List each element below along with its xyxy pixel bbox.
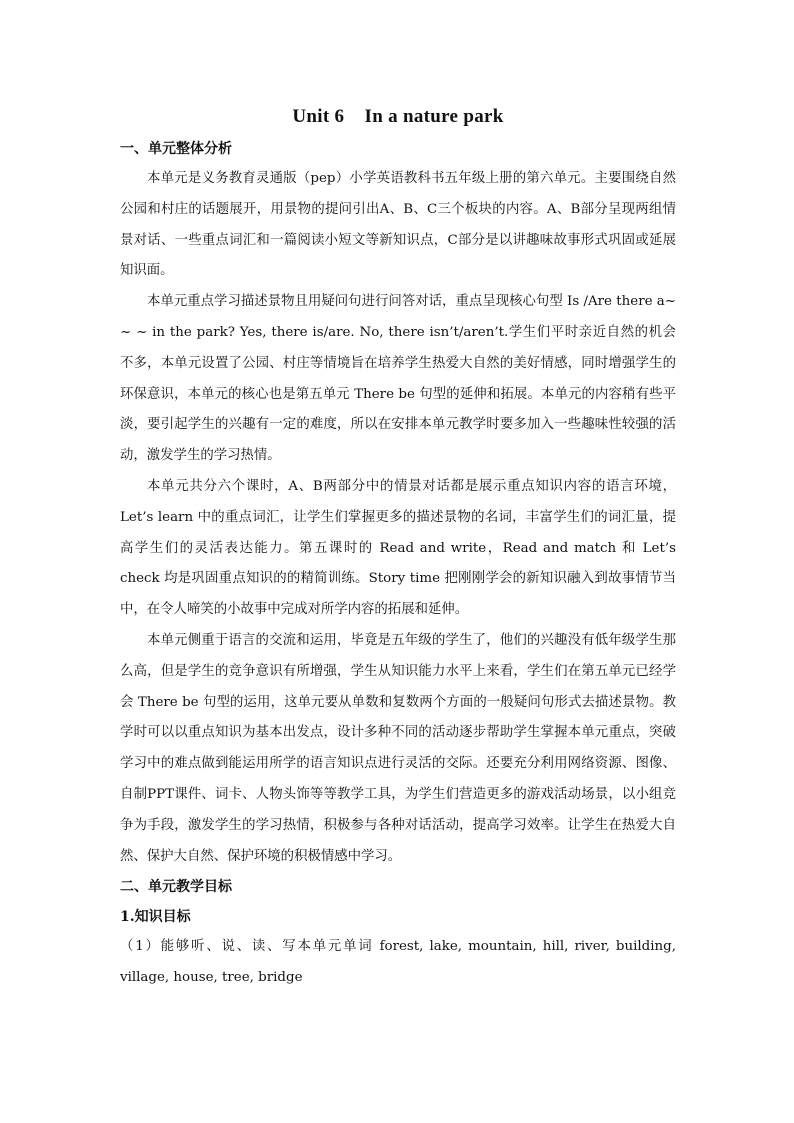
section-heading-teaching-goals: 二、单元教学目标 [120,879,232,896]
subheading-knowledge-goals: 1.知识目标 [120,909,191,926]
paragraph-method: 本单元侧重于语言的交流和运用，毕竟是五年级的学生了，他们的兴趣没有低年级学生那么高，但是学生的竞争意识有所增强，学生从知识能力水平上来看，学生们在第五单元已经学会 There be 句型的运用，这单元要从单数和复数两个方面的一般疑问句形式去描述景物。教学时可以以重点知识为基本出发点，设计多种不同的活动逐步帮助学生掌握本单元重点，突破学习中的难点做到能运用所学的语言知识点进行灵活的交际。还要充分利用网络资源、图像、自制PPT课件、词卡、人物头饰等等教学工具，为学生们营造更多的游戏活动场景，以小组竞争为手段，激发学生的学习热情，积极参与各种对话活动，提高学习效率。让学生在热爱大自然、保护大自然、保护环境的积极情感中学习。 [120,632,676,864]
section-heading-unit-analysis: 一、单元整体分析 [120,141,232,157]
document-page [120,100,676,994]
paragraph-intro: 本单元是义务教育灵通版（pep）小学英语教科书五年级上册的第六单元。主要围绕自然公园和村庄的话题展开，用景物的提问引出A、B、C三个板块的内容。A、B部分呈现两组情景对话、一些重点词汇和一篇阅读小短文等新知识点，C部分是以讲趣味故事形式巩固或延展知识面。 [120,171,676,279]
goal-item-1: （1）能够听、说、读、写本单元单词 forest, lake, mountain, hill, river, building, village, house, tree, bridge [120,939,676,986]
paragraph-focus: 本单元重点学习描述景物且用疑问句进行问答对话，重点呈现核心句型 Is /Are there a~ ~ ~ in the park? Yes, there is/are. No, there isn’t/aren’t.学生们平时亲近自然的机会不多，本单元设置了公园、村庄等情境旨在培养学生热爱大自然的美好情感，同时增强学生的环保意识，本单元的核心也是第五单元 There be 句型的延伸和拓展。本单元的内容稍有些平淡，要引起学生的兴趣有一定的难度，所以在安排本单元教学时要多加入一些趣味性较强的活动，激发学生的学习热情。 [120,294,676,464]
paragraph-lessons: 本单元共分六个课时，A、B两部分中的情景对话都是展示重点知识内容的语言环境，Let’s learn 中的重点词汇，让学生们掌握更多的描述景物的名词，丰富学生们的词汇量，提高学生们的灵活表达能力。第五课时的 Read and write，Read and match 和 Let’s check 均是巩固重点知识的的精简训练。Story time 把刚刚学会的新知识融入到故事情节当中，在令人啼笑的小故事中完成对所学内容的拓展和延伸。 [120,478,676,618]
document-title: Unit 6 In a nature park [292,106,504,127]
